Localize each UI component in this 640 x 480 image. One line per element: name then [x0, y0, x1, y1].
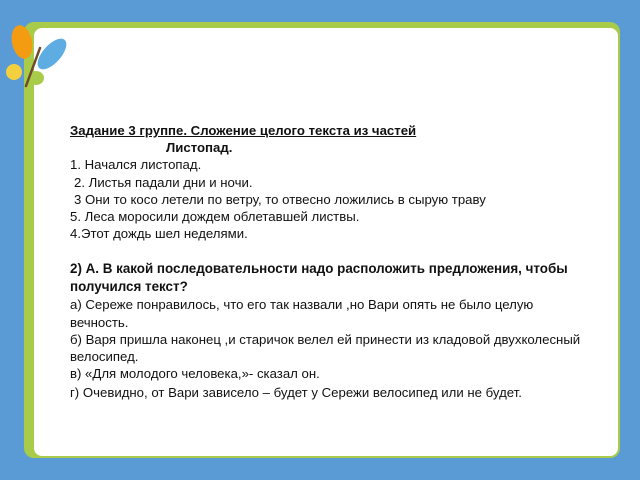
butterfly-logo — [0, 18, 80, 98]
sentence-1: 1. Начался листопад. — [70, 157, 202, 173]
yellow-petal — [6, 64, 22, 80]
orange-petal — [9, 23, 36, 60]
option-a: а) Сереже понравилось, что его так назвали ,но Вари опять не было целую вечность. — [70, 297, 534, 330]
option-d: г) Очевидно, от Вари зависело – будет у Сережи велосипед или не будет. — [70, 385, 522, 401]
task-title: Задание 3 группе. Сложение целого текста из частей — [70, 123, 417, 138]
option-b: б) Варя пришла наконец ,и старичок велел ей принести из кладовой двухколесный велосипед. — [70, 331, 581, 365]
story-title: Листопад. — [166, 140, 233, 156]
sentence-2: 2. Листья падали дни и ночи. — [74, 174, 253, 190]
sentence-3: 3 Они то косо летели по ветру, то отвесно ложились в сырую траву — [74, 191, 486, 207]
sentence-4: 5. Леса моросили дождем облетавшей листвы. — [70, 209, 360, 225]
question-text: 2) А. В какой последовательности надо расположить предложения, чтобы получился текст? — [70, 261, 568, 295]
sentence-5: 4.Этот дождь шел неделями. — [70, 226, 248, 242]
option-c: в) «Для молодого человека,»- сказал он. — [70, 366, 320, 382]
task-content — [70, 122, 590, 402]
spacer — [70, 242, 590, 260]
